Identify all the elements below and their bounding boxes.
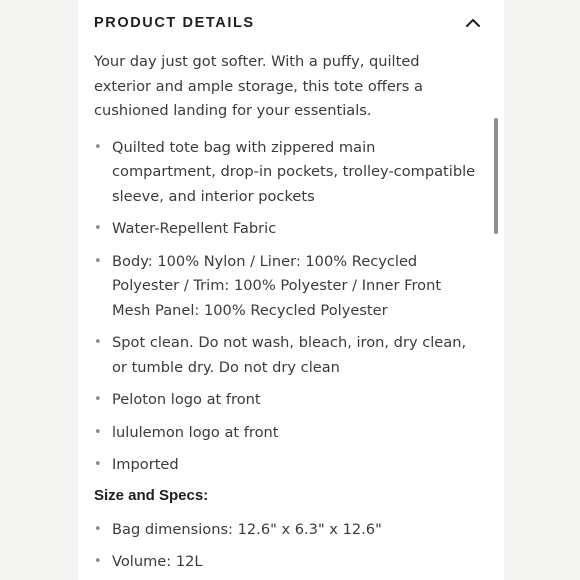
- list-item: [94, 136, 476, 210]
- bullet-icon: •: [94, 457, 102, 472]
- feature-list: [94, 136, 476, 478]
- list-item-text: Imported: [112, 456, 179, 473]
- list-item: [94, 217, 476, 242]
- bullet-icon: •: [94, 554, 102, 569]
- list-item-text: Water-Repellent Fabric: [112, 220, 277, 237]
- list-item: [94, 518, 476, 543]
- chevron-up-icon[interactable]: [462, 13, 484, 33]
- specs-heading: Size and Specs:: [94, 486, 209, 504]
- bullet-icon: •: [94, 392, 102, 407]
- list-item: [94, 250, 476, 324]
- list-item: [94, 550, 476, 575]
- product-details-header[interactable]: [94, 13, 474, 35]
- bullet-icon: •: [94, 424, 102, 440]
- list-item: [94, 453, 476, 478]
- product-details-panel: [78, 0, 504, 580]
- list-item-text: Volume: 12L: [112, 553, 203, 570]
- section-title: PRODUCT DETAILS: [94, 15, 255, 31]
- list-item: [94, 421, 476, 446]
- product-description: Your day just got softer. With a puffy, quilted exterior and ample storage, this tote offers a cushioned landing for your essentials.: [94, 53, 423, 119]
- list-item: [94, 388, 476, 413]
- list-item-text: Bag dimensions: 12.6" x 6.3" x 12.6": [112, 520, 382, 538]
- specs-list: [94, 518, 476, 575]
- list-item-text: Body: 100% Nylon / Liner: 100% Recycled Polyester / Trim: 100% Polyester / Inner Front Mesh Panel: 100% Recycled Polyester: [112, 252, 442, 319]
- bullet-icon: •: [94, 221, 102, 236]
- bullet-icon: •: [94, 139, 102, 155]
- list-item-text: lululemon logo at front: [112, 423, 279, 441]
- list-item-text: Quilted tote bag with zippered main compartment, drop-in pockets, trolley-compatible sleeve, and interior pockets: [112, 138, 476, 205]
- product-details-content: [94, 50, 476, 580]
- bullet-icon: •: [94, 253, 102, 269]
- list-item: [94, 331, 476, 380]
- list-item-text: Peloton logo at front: [112, 391, 261, 408]
- bullet-icon: •: [94, 335, 102, 350]
- list-item-text: Spot clean. Do not wash, bleach, iron, dry clean, or tumble dry. Do not dry clean: [112, 334, 467, 376]
- scrollbar-thumb[interactable]: [494, 118, 498, 234]
- bullet-icon: •: [94, 521, 102, 537]
